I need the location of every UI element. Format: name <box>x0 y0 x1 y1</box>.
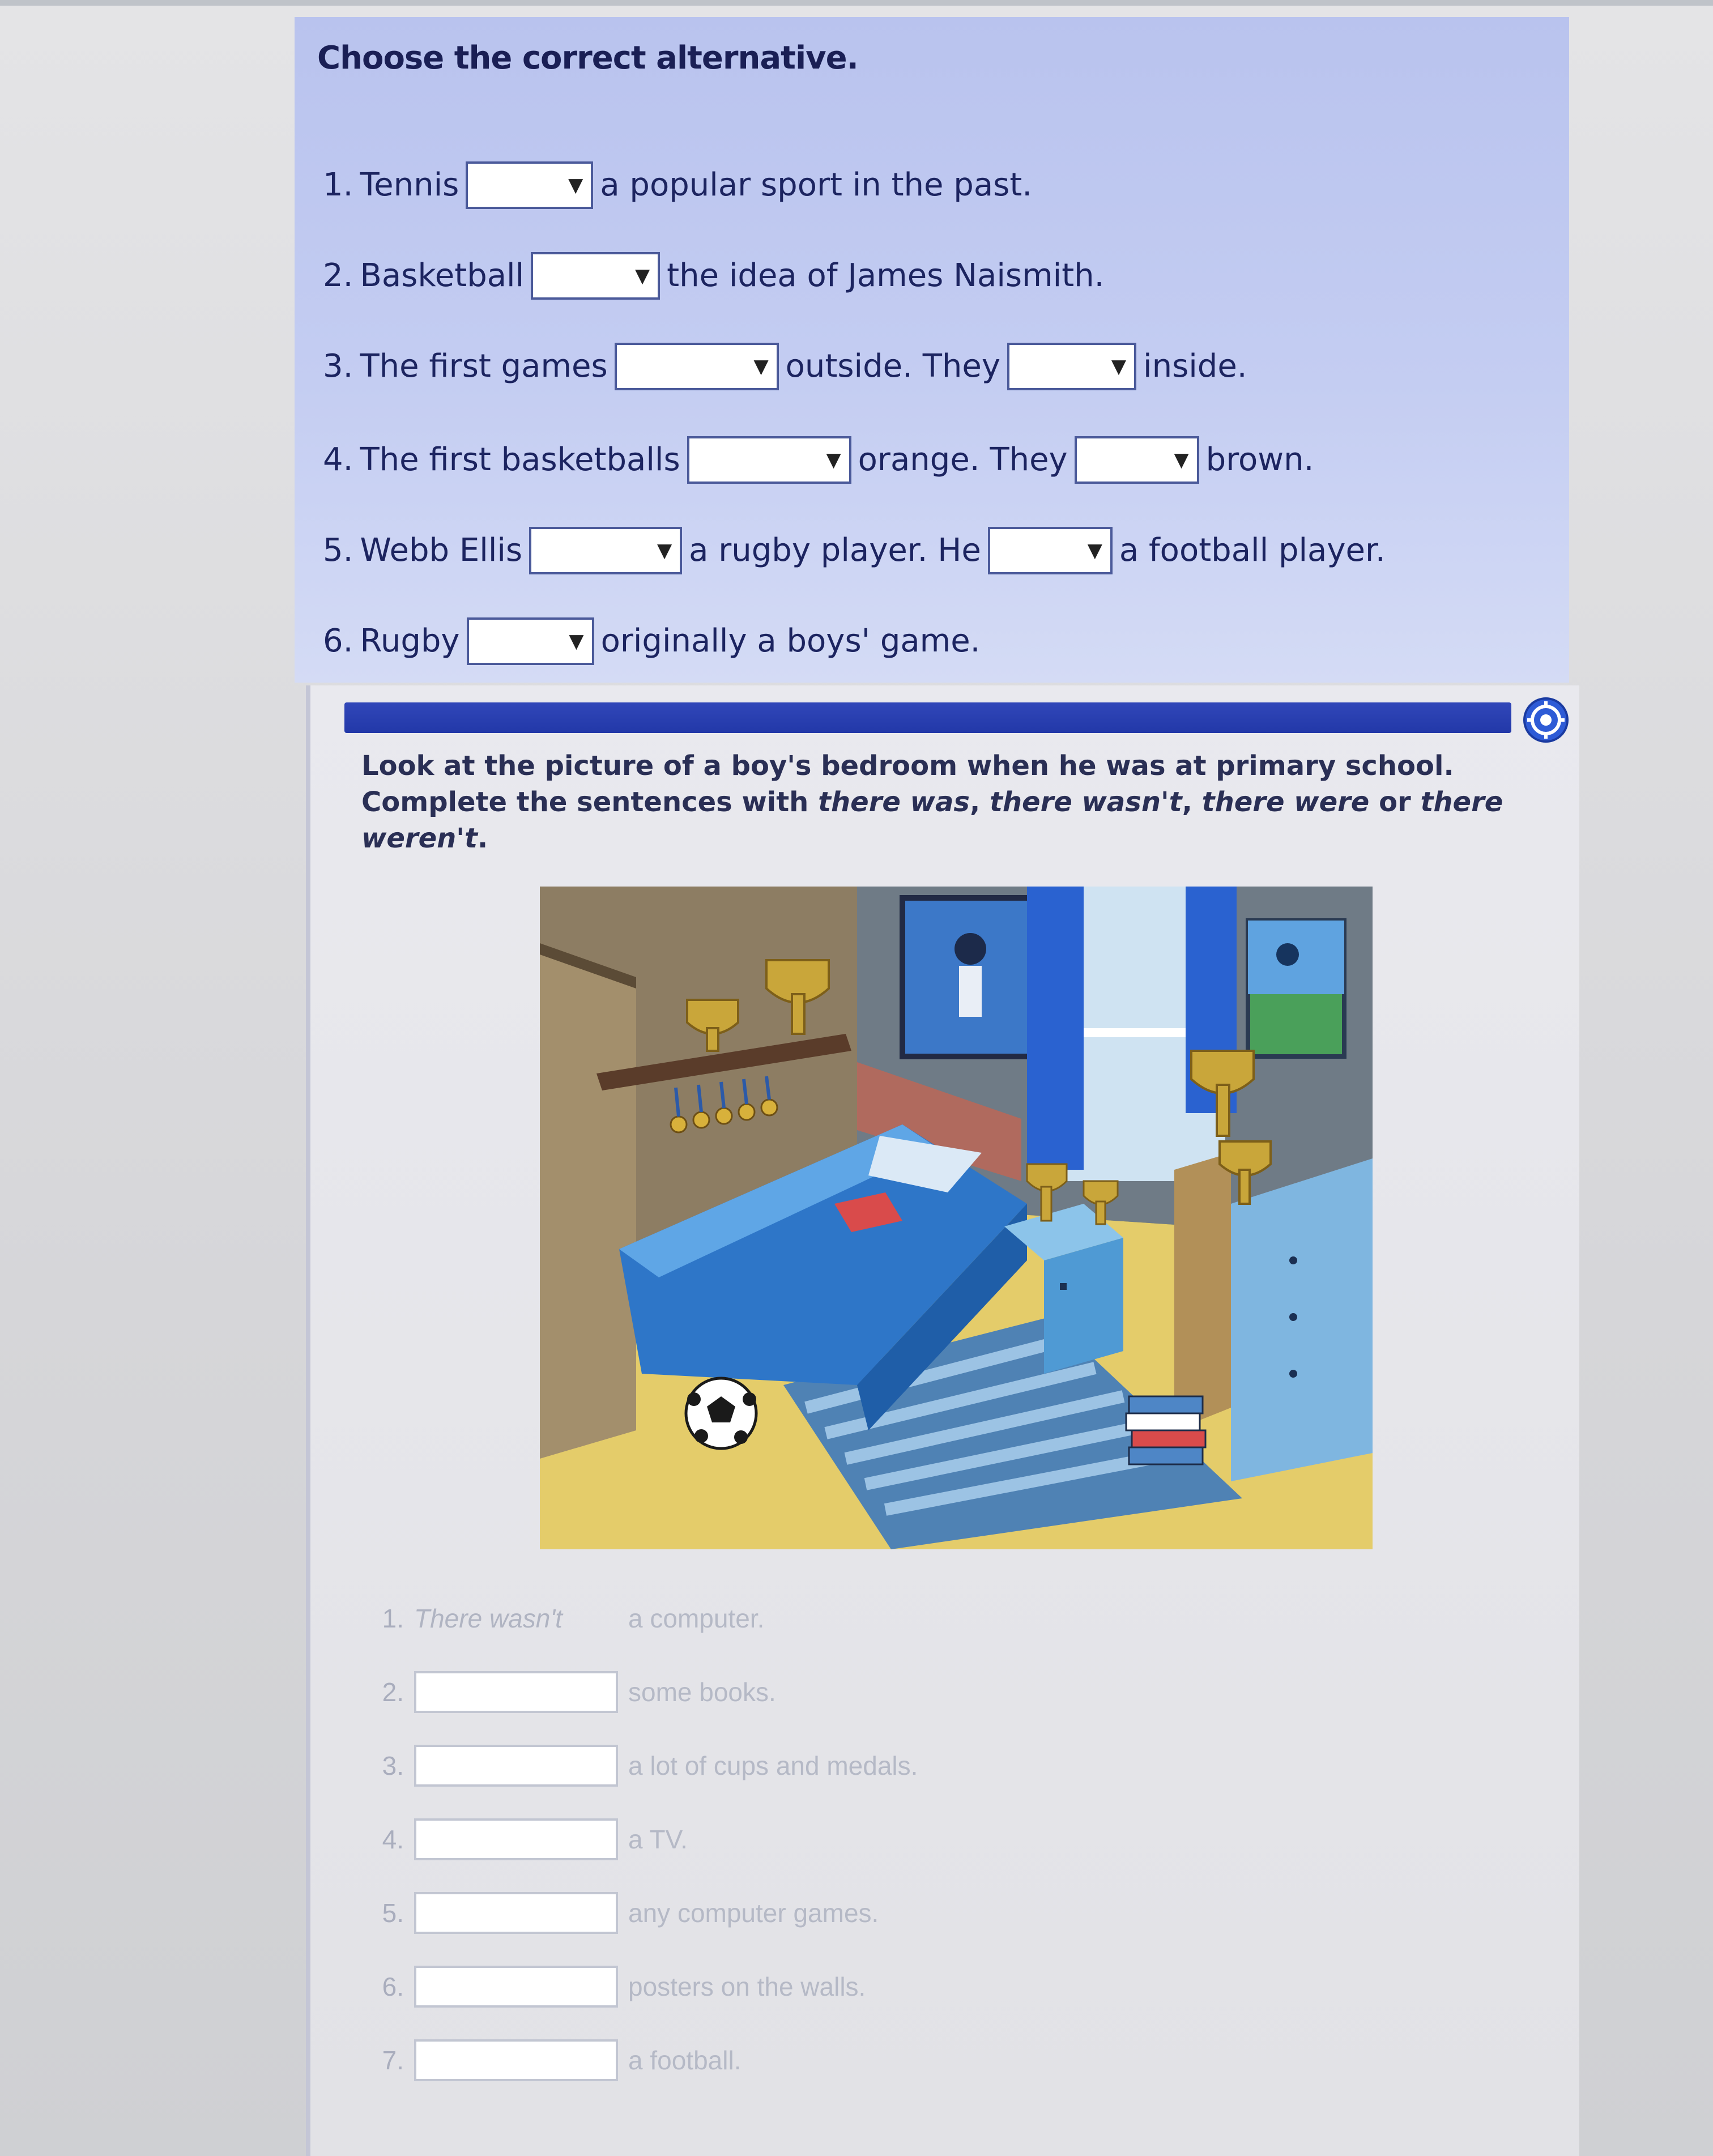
question-5 <box>323 527 1386 574</box>
browser-edge <box>0 0 1713 6</box>
chevron-down-icon: ▼ <box>1174 449 1189 471</box>
sentence-6 <box>381 1966 866 2008</box>
chevron-down-icon: ▼ <box>569 630 584 653</box>
sentence-text: a lot of cups and medals. <box>628 1751 918 1780</box>
answer-dropdown[interactable] <box>531 252 660 300</box>
sentence-number: 2. <box>382 1677 404 1707</box>
instruction-text: Look at the picture of a boy's bedroom when he was at primary school. Complete the sentences with <box>361 750 1454 818</box>
question-text: The first basketballs <box>360 441 680 478</box>
chevron-down-icon: ▼ <box>1111 355 1127 378</box>
question-text: Rugby <box>360 623 460 659</box>
chevron-down-icon: ▼ <box>826 449 841 471</box>
question-text: the idea of James Naismith. <box>667 257 1105 294</box>
instruction-separator: or <box>1369 786 1421 818</box>
answer-dropdown[interactable] <box>466 161 593 209</box>
exercise-1-heading: Choose the correct alternative. <box>317 40 858 76</box>
sentence-text: a football. <box>628 2046 742 2075</box>
answer-dropdown[interactable] <box>529 527 682 574</box>
question-text: Basketball <box>360 257 525 294</box>
sentence-number: 1. <box>382 1604 404 1633</box>
bedroom-illustration <box>540 887 1373 1549</box>
exercise-2-panel <box>306 685 1579 2156</box>
question-text: Webb Ellis <box>360 532 523 569</box>
sentence-5 <box>381 1892 879 1934</box>
question-number: 3. <box>323 348 353 385</box>
exercise-header-bar <box>344 702 1511 733</box>
sentence-1 <box>381 1603 764 1634</box>
sentence-text: any computer games. <box>628 1898 879 1928</box>
sentence-number: 6. <box>382 1972 404 2001</box>
sentence-number: 4. <box>382 1825 404 1854</box>
question-text: a rugby player. He <box>689 532 981 569</box>
answer-dropdown[interactable] <box>1075 436 1199 484</box>
sentence-2 <box>381 1671 776 1713</box>
gear-icon[interactable] <box>1523 697 1569 743</box>
sentence-7 <box>381 2039 741 2081</box>
answer-input[interactable] <box>414 1966 618 2008</box>
instruction-option: there was <box>818 786 970 818</box>
sentence-3 <box>381 1745 918 1787</box>
chevron-down-icon: ▼ <box>568 174 583 197</box>
exercise-1-panel <box>295 17 1569 683</box>
chevron-down-icon: ▼ <box>753 355 769 378</box>
question-text: Tennis <box>360 167 459 203</box>
answer-input[interactable] <box>414 2039 618 2081</box>
sentence-number: 5. <box>382 1898 404 1928</box>
answer-input[interactable] <box>414 1671 618 1713</box>
instruction-end: . <box>477 823 488 854</box>
answer-input[interactable] <box>414 1818 618 1860</box>
sentence-number: 3. <box>382 1751 404 1780</box>
sentence-text: a TV. <box>628 1825 688 1854</box>
sentence-example-answer: There wasn't <box>414 1604 563 1633</box>
chevron-down-icon: ▼ <box>657 539 672 562</box>
answer-input[interactable] <box>414 1745 618 1787</box>
answer-dropdown[interactable] <box>615 343 779 390</box>
chevron-down-icon: ▼ <box>1087 539 1102 562</box>
question-number: 5. <box>323 532 353 569</box>
instruction-separator: , <box>1182 786 1202 818</box>
question-text: The first games <box>360 348 608 385</box>
answer-input[interactable] <box>414 1892 618 1934</box>
question-number: 6. <box>323 623 353 659</box>
answer-dropdown[interactable] <box>687 436 851 484</box>
question-2 <box>323 252 1104 300</box>
question-number: 4. <box>323 441 353 478</box>
instruction-option: there wasn't <box>989 786 1182 818</box>
exercise-2-instruction <box>361 748 1528 857</box>
question-text: a football player. <box>1119 532 1386 569</box>
answer-dropdown[interactable] <box>988 527 1113 574</box>
sentence-4 <box>381 1818 688 1860</box>
question-number: 2. <box>323 257 353 294</box>
answer-dropdown[interactable] <box>1007 343 1136 390</box>
question-text: a popular sport in the past. <box>600 167 1033 203</box>
question-1 <box>323 161 1032 209</box>
sentence-number: 7. <box>382 2046 404 2075</box>
sentence-text: some books. <box>628 1677 776 1707</box>
instruction-option: there were <box>1201 786 1370 818</box>
question-6 <box>323 617 980 665</box>
chevron-down-icon: ▼ <box>635 265 650 287</box>
question-text: originally a boys' game. <box>600 623 981 659</box>
sentence-text: a computer. <box>628 1604 765 1633</box>
question-text: outside. They <box>785 348 1001 385</box>
question-number: 1. <box>323 167 353 203</box>
question-text: inside. <box>1143 348 1247 385</box>
question-text: brown. <box>1205 441 1314 478</box>
sentence-text: posters on the walls. <box>628 1972 866 2001</box>
question-text: orange. They <box>858 441 1068 478</box>
question-3 <box>323 343 1247 390</box>
question-4 <box>323 436 1314 484</box>
instruction-separator: , <box>969 786 990 818</box>
answer-dropdown[interactable] <box>467 617 594 665</box>
instruction-option: there weren't <box>361 786 1503 854</box>
